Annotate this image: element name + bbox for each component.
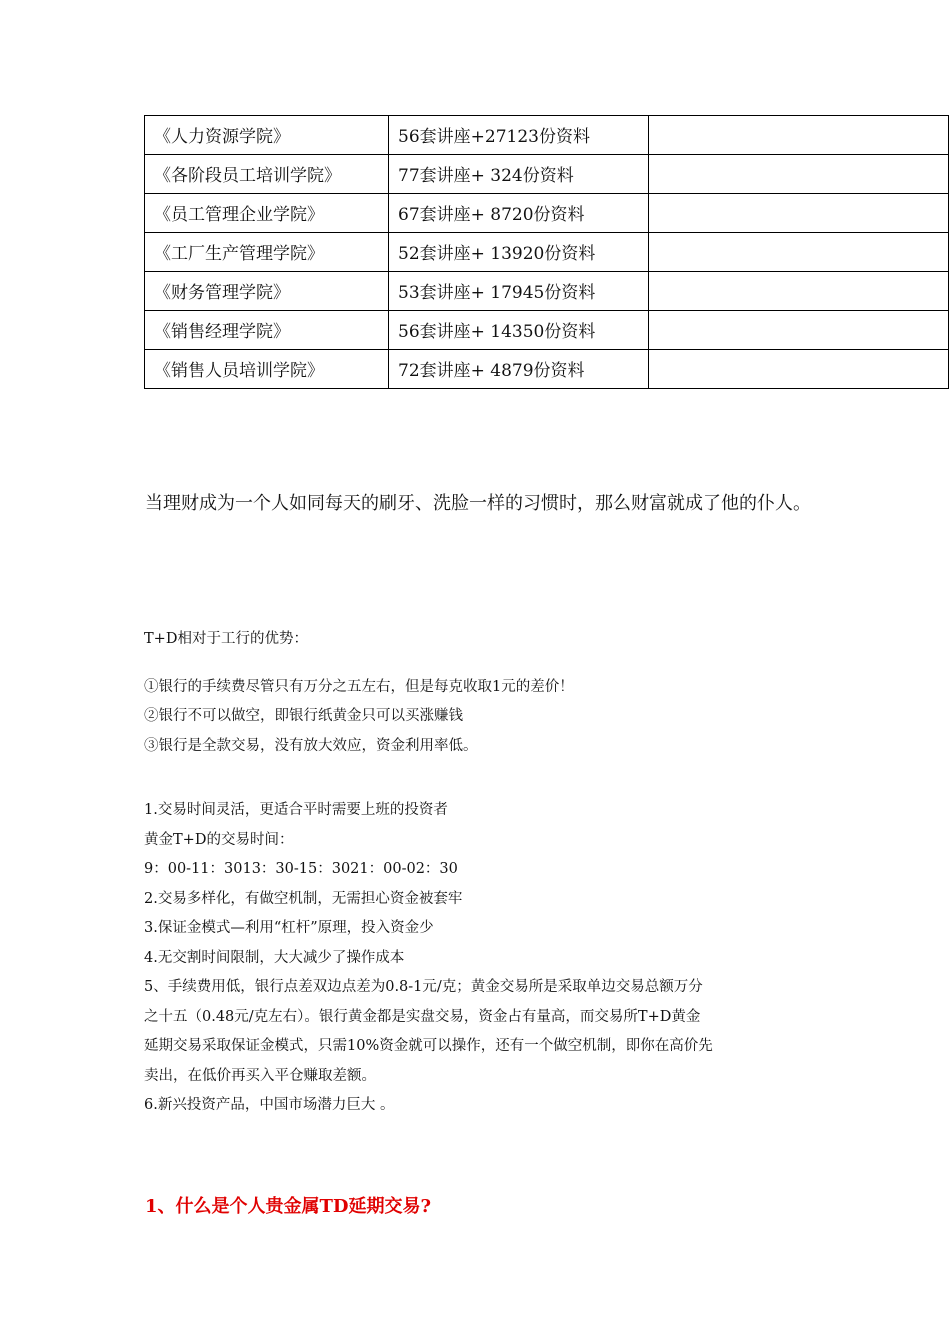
features-section: [144, 796, 824, 1121]
feature-line: 6.新兴投资产品，中国市场潜力巨大 。: [144, 1097, 395, 1113]
course-name: 《人力资源学院》: [145, 116, 389, 155]
course-extra: [649, 350, 949, 389]
advantage-item: ②银行不可以做空，即银行纸黄金只可以买涨赚钱: [144, 708, 463, 724]
course-name: 《各阶段员工培训学院》: [145, 155, 389, 194]
course-content: 77套讲座+ 324份资料: [389, 155, 649, 194]
section-heading: 1、什么是个人贵金属TD延期交易?: [145, 1196, 432, 1217]
intro-paragraph: 当理财成为一个人如同每天的刷牙、洗脸一样的习惯时，那么财富就成了他的仆人。: [145, 493, 811, 514]
table-row: [145, 155, 949, 194]
course-extra: [649, 194, 949, 233]
feature-line: 5、手续费用低，银行点差双边点差为0.8-1元/克；黄金交易所是采取单边交易总额万分: [144, 979, 703, 995]
course-extra: [649, 116, 949, 155]
course-extra: [649, 233, 949, 272]
table-row: [145, 311, 949, 350]
table-row: [145, 350, 949, 389]
advantages-section: [144, 625, 824, 761]
course-extra: [649, 311, 949, 350]
course-extra: [649, 272, 949, 311]
feature-line: 卖出，在低价再买入平仓赚取差额。: [144, 1067, 376, 1084]
feature-line: 1.交易时间灵活，更适合平时需要上班的投资者: [144, 802, 448, 818]
course-name: 《销售人员培训学院》: [145, 350, 389, 389]
feature-line: 之十五（0.48元/克左右）。银行黄金都是实盘交易，资金占有量高，而交易所T+D黄金: [144, 1008, 701, 1025]
advantages-title: T+D相对于工行的优势：: [144, 631, 308, 647]
course-table: [144, 115, 949, 389]
table-row: [145, 233, 949, 272]
course-content: 67套讲座+ 8720份资料: [389, 194, 649, 233]
course-name: 《员工管理企业学院》: [145, 194, 389, 233]
course-content: 53套讲座+ 17945份资料: [389, 272, 649, 311]
feature-line: 3.保证金模式—利用“杠杆”原理，投入资金少: [144, 920, 434, 936]
table-row: [145, 272, 949, 311]
course-name: 《销售经理学院》: [145, 311, 389, 350]
table-row: [145, 116, 949, 155]
course-content: 52套讲座+ 13920份资料: [389, 233, 649, 272]
feature-line: 延期交易采取保证金模式，只需10%资金就可以操作，还有一个做空机制，即你在高价先: [144, 1038, 713, 1054]
advantage-item: ①银行的手续费尽管只有万分之五左右，但是每克收取1元的差价！: [144, 678, 574, 695]
course-content: 56套讲座+ 14350份资料: [389, 311, 649, 350]
course-content: 72套讲座+ 4879份资料: [389, 350, 649, 389]
advantage-item: ③银行是全款交易，没有放大效应，资金利用率低。: [144, 737, 478, 754]
course-name: 《财务管理学院》: [145, 272, 389, 311]
feature-line: 黄金T+D的交易时间：: [144, 831, 294, 848]
feature-line: 2.交易多样化，有做空机制，无需担心资金被套牢: [144, 890, 463, 907]
course-content: 56套讲座+27123份资料: [389, 116, 649, 155]
feature-line: 9：00-11：3013：30-15：3021：00-02：30: [144, 861, 458, 877]
course-extra: [649, 155, 949, 194]
feature-line: 4.无交割时间限制，大大减少了操作成本: [144, 949, 405, 966]
course-name: 《工厂生产管理学院》: [145, 233, 389, 272]
table-row: [145, 194, 949, 233]
